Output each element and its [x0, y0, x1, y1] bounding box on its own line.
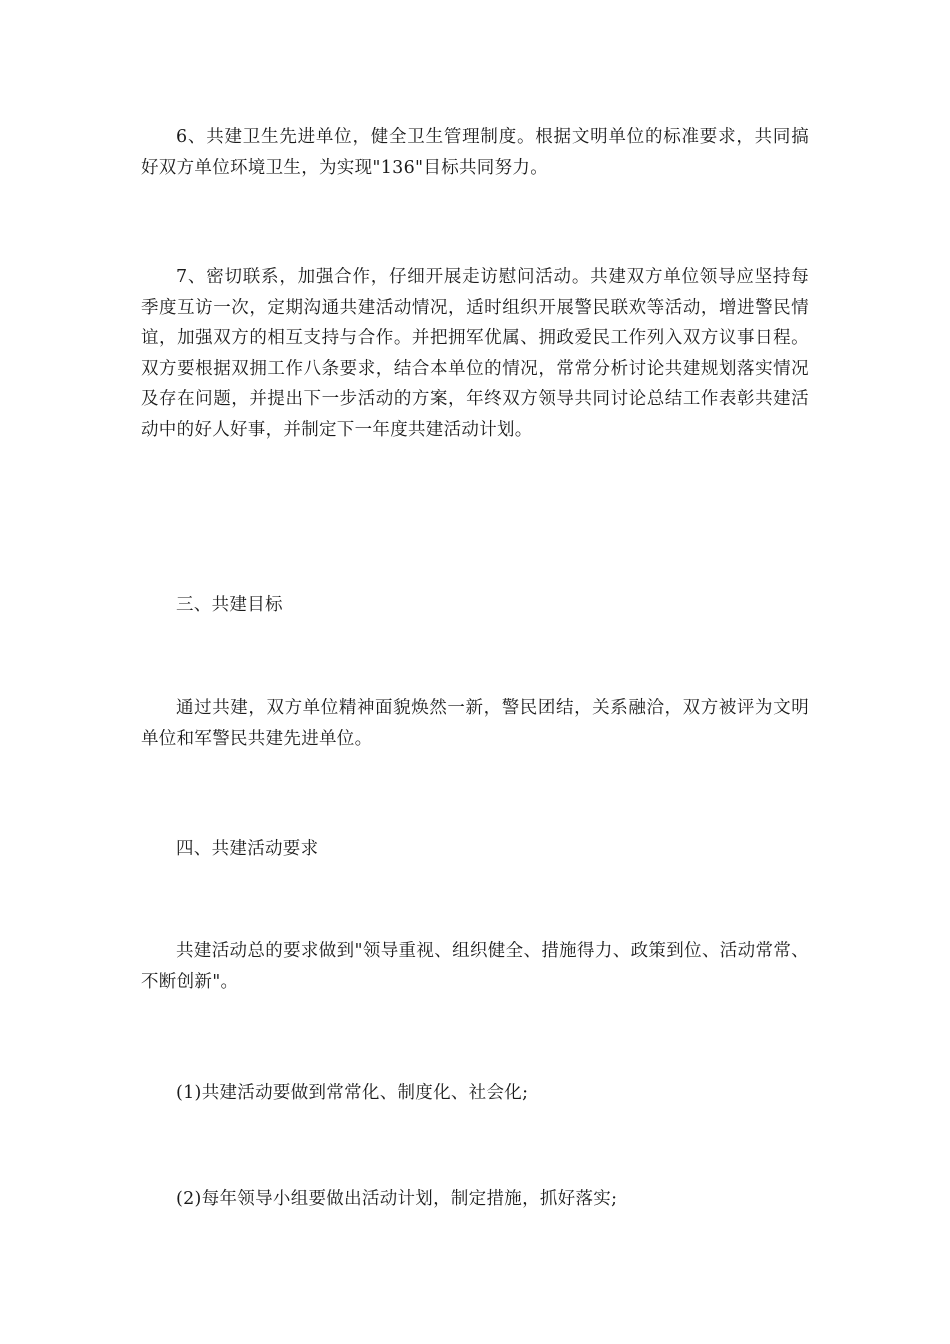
list-item-1: (1)共建活动要做到常常化、制度化、社会化;: [176, 1083, 529, 1103]
paragraph-section-3: 通过共建，双方单位精神面貌焕然一新，警民团结，关系融洽，双方被评为文明单位和军警民共建先进单位。: [141, 698, 809, 749]
list-item-2: (2)每年领导小组要做出活动计划，制定措施，抓好落实;: [176, 1189, 618, 1209]
paragraph-section-4: 共建活动总的要求做到"领导重视、组织健全、措施得力、政策到位、活动常常、不断创新"。: [141, 941, 809, 992]
paragraph-item-7: 7、密切联系，加强合作，仔细开展走访慰问活动。共建双方单位领导应坚持每季度互访一次，定期沟通共建活动情况，适时组织开展警民联欢等活动，增进警民情谊，加强双方的相互支持与合作。并把拥军优属、拥政爱民工作列入双方议事日程。双方要根据双拥工作八条要求，结合本单位的情况，常常分析讨论共建规划落实情况及存在问题，并提出下一步活动的方案，年终双方领导共同讨论总结工作表彰共建活动中的好人好事，并制定下一年度共建活动计划。: [141, 267, 809, 440]
paragraph-item-6: 6、共建卫生先进单位，健全卫生管理制度。根据文明单位的标准要求，共同搞好双方单位环境卫生，为实现"136"目标共同努力。: [141, 127, 809, 178]
section-heading-4: 四、共建活动要求: [176, 839, 319, 859]
section-heading-3: 三、共建目标: [176, 595, 283, 615]
